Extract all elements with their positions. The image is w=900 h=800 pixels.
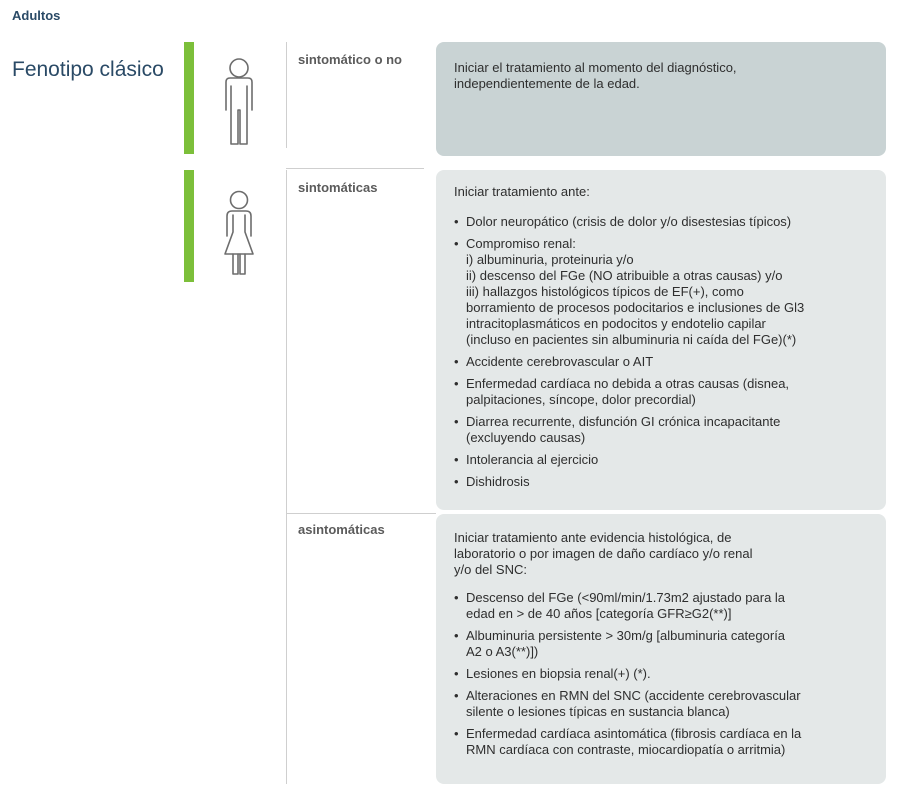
list-item: • Accidente cerebrovascular o AIT xyxy=(454,354,870,370)
female-symptomatic-label: sintomáticas xyxy=(298,180,378,195)
list-item: • Albuminuria persistente > 30m/g [albuminuria categoría A2 o A3(**)]) xyxy=(454,628,870,660)
list-item: • Lesiones en biopsia renal(+) (*). xyxy=(454,666,870,682)
list-item: • Dolor neuropático (crisis de dolor y/o disestesias típicos) xyxy=(454,214,870,230)
female-accent-bar xyxy=(184,170,194,282)
list-item: • Dishidrosis xyxy=(454,474,870,490)
male-row-label: sintomático o no xyxy=(298,52,402,67)
female-person-icon xyxy=(214,188,264,280)
female-asymptomatic-list xyxy=(454,590,870,758)
female-asymptomatic-label: asintomáticas xyxy=(298,522,385,537)
female-symptomatic-box xyxy=(436,170,886,510)
male-divider-vertical xyxy=(286,42,287,148)
phenotype-title: Fenotipo clásico xyxy=(12,58,164,81)
male-person-icon xyxy=(214,56,264,148)
asymptomatic-divider-horizontal xyxy=(286,513,436,514)
female-asymptomatic-intro: Iniciar tratamiento ante evidencia histológica, de laboratorio o por imagen de daño cardíaco y/o renal y/o del SNC: xyxy=(454,530,753,577)
female-asymptomatic-box xyxy=(436,514,886,784)
list-item: • Compromiso renal: i) albuminuria, proteinuria y/o ii) descenso del FGe (NO atribuible a otras causas) y/o iii) hallazgos histológicos típicos de EF(+), como borramiento de procesos podocitarios e inclusiones de Gl3 intracitoplasmáticos en podocitos y endotelio capilar (incluso en pacientes sin albuminuria ni caída del FGe)(*) xyxy=(454,236,870,348)
section-label: Adultos xyxy=(12,8,61,23)
female-divider-vertical xyxy=(286,170,287,784)
female-symptomatic-list xyxy=(454,214,870,490)
female-divider-horizontal xyxy=(286,168,424,169)
list-item: • Enfermedad cardíaca asintomática (fibrosis cardíaca en la RMN cardíaca con contraste, miocardiopatía o arritmia) xyxy=(454,726,870,758)
list-item: • Enfermedad cardíaca no debida a otras causas (disnea, palpitaciones, síncope, dolor precordial) xyxy=(454,376,870,408)
list-item: • Diarrea recurrente, disfunción GI crónica incapacitante (excluyendo causas) xyxy=(454,414,870,446)
female-symptomatic-intro: Iniciar tratamiento ante: xyxy=(454,184,590,199)
male-treatment-box xyxy=(436,42,886,156)
list-item: • Alteraciones en RMN del SNC (accidente cerebrovascular silente o lesiones típicas en sustancia blanca) xyxy=(454,688,870,720)
list-item: • Intolerancia al ejercicio xyxy=(454,452,870,468)
male-accent-bar xyxy=(184,42,194,154)
list-item: • Descenso del FGe (<90ml/min/1.73m2 ajustado para la edad en > de 40 años [categoría GFR≥G2(**)] xyxy=(454,590,870,622)
male-treatment-text: Iniciar el tratamiento al momento del diagnóstico, independientemente de la edad. xyxy=(454,60,737,91)
